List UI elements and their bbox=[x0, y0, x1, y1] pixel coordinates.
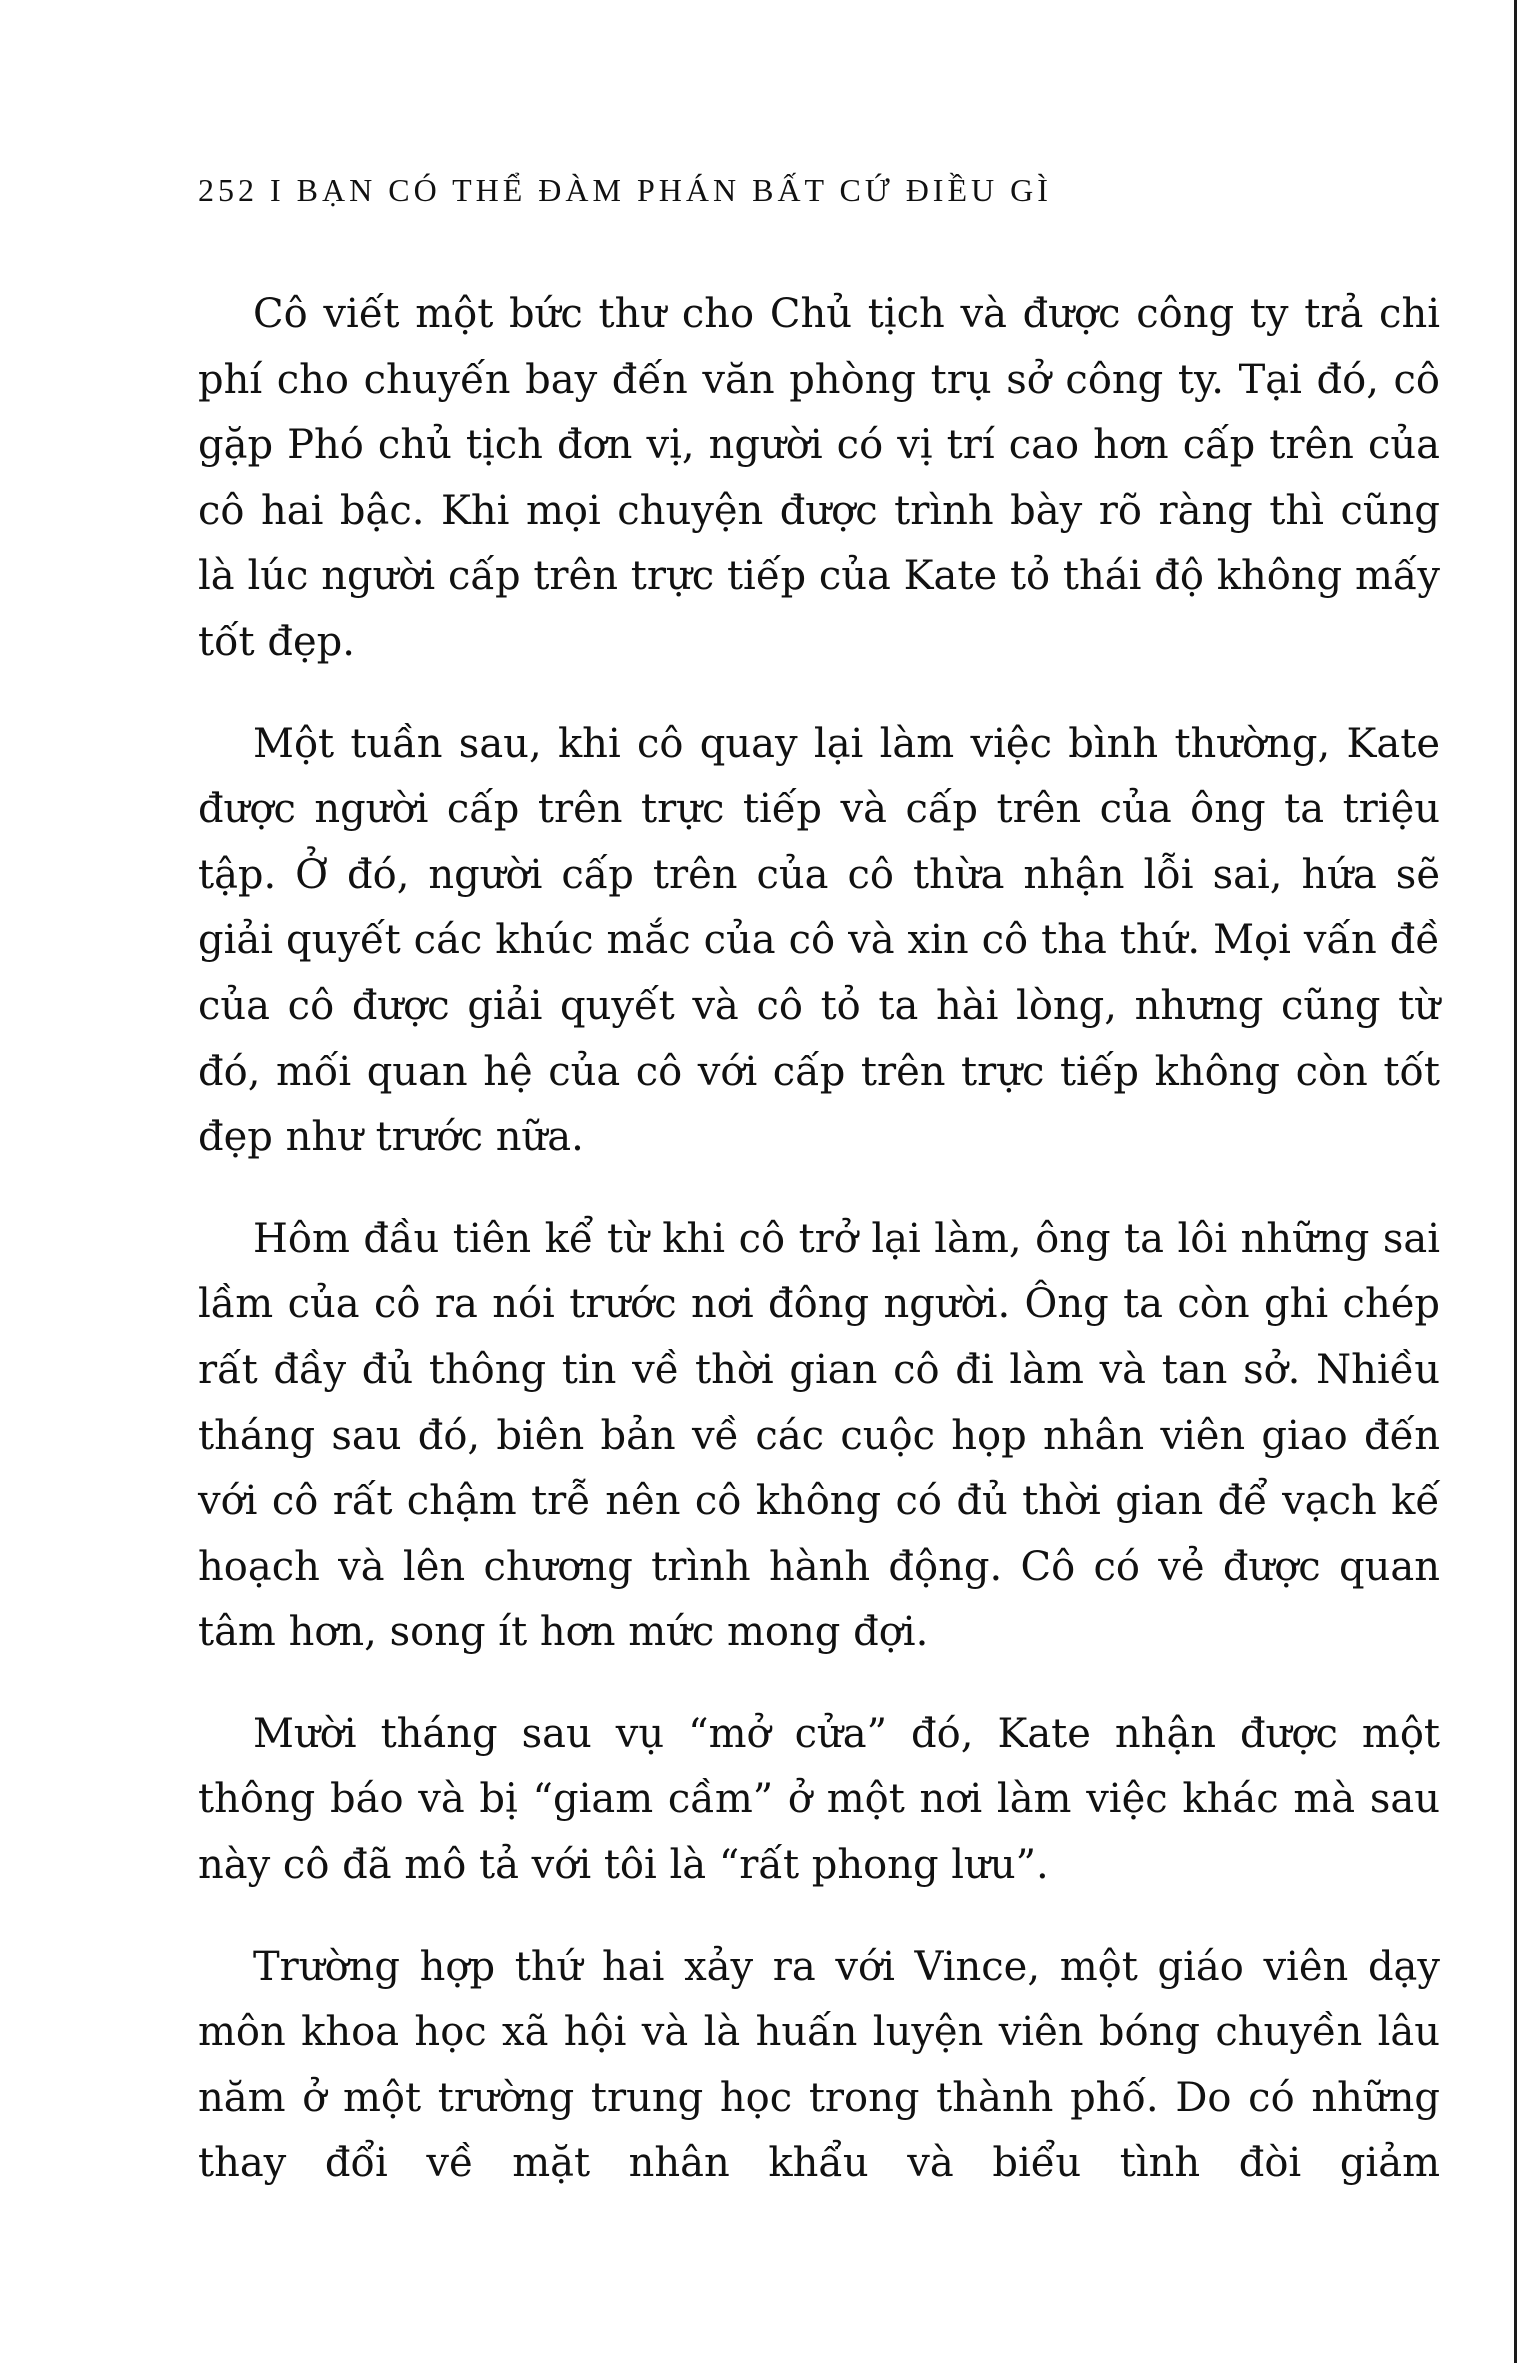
paragraph-5: Trường hợp thứ hai xảy ra với Vince, một giáo viên dạy môn khoa học xã hội và là huấn luyện viên bóng chuyền lâu năm ở một trường trung học trong thành phố. Do có những thay đổi về mặt nhân khẩu và biểu tình đòi giảm bbox=[198, 1943, 1440, 2187]
running-header bbox=[198, 170, 1398, 210]
paragraph-3: Hôm đầu tiên kể từ khi cô trở lại làm, ông ta lôi những sai lầm của cô ra nói trước nơi đông người. Ông ta còn ghi chép rất đầy đủ thông tin về thời gian cô đi làm và tan sở. Nhiều tháng sau đó, biên bản về các cuộc họp nhân viên giao đến với cô rất chậm trễ nên cô không có đủ thời gian để vạch kế hoạch và lên chương trình hành động. Cô có vẻ được quan tâm hơn, song ít hơn mức mong đợi. bbox=[198, 1215, 1440, 1656]
paragraph-2: Một tuần sau, khi cô quay lại làm việc bình thường, Kate được người cấp trên trực tiếp và cấp trên của ông ta triệu tập. Ở đó, người cấp trên của cô thừa nhận lỗi sai, hứa sẽ giải quyết các khúc mắc của cô và xin cô tha thứ. Mọi vấn đề của cô được giải quyết và cô tỏ ta hài lòng, nhưng cũng từ đó, mối quan hệ của cô với cấp trên trực tiếp không còn tốt đẹp như trước nữa. bbox=[198, 720, 1440, 1161]
paragraph-4: Mười tháng sau vụ “mở cửa” đó, Kate nhận được một thông báo và bị “giam cầm” ở một nơi làm việc khác mà sau này cô đã mô tả với tôi là “rất phong lưu”. bbox=[198, 1710, 1440, 1889]
page-number: 252 bbox=[198, 172, 258, 208]
page-edge-line bbox=[1514, 0, 1517, 2363]
page-body bbox=[198, 282, 1440, 2233]
paragraph-1: Cô viết một bức thư cho Chủ tịch và được công ty trả chi phí cho chuyến bay đến văn phòng trụ sở công ty. Tại đó, cô gặp Phó chủ tịch đơn vị, người có vị trí cao hơn cấp trên của cô hai bậc. Khi mọi chuyện được trình bày rõ ràng thì cũng là lúc người cấp trên trực tiếp của Kate tỏ thái độ không mấy tốt đẹp. bbox=[198, 291, 1440, 665]
book-title: BẠN CÓ THỂ ĐÀM PHÁN BẤT CỨ ĐIỀU GÌ bbox=[296, 172, 1052, 208]
header-separator: I bbox=[270, 172, 285, 208]
